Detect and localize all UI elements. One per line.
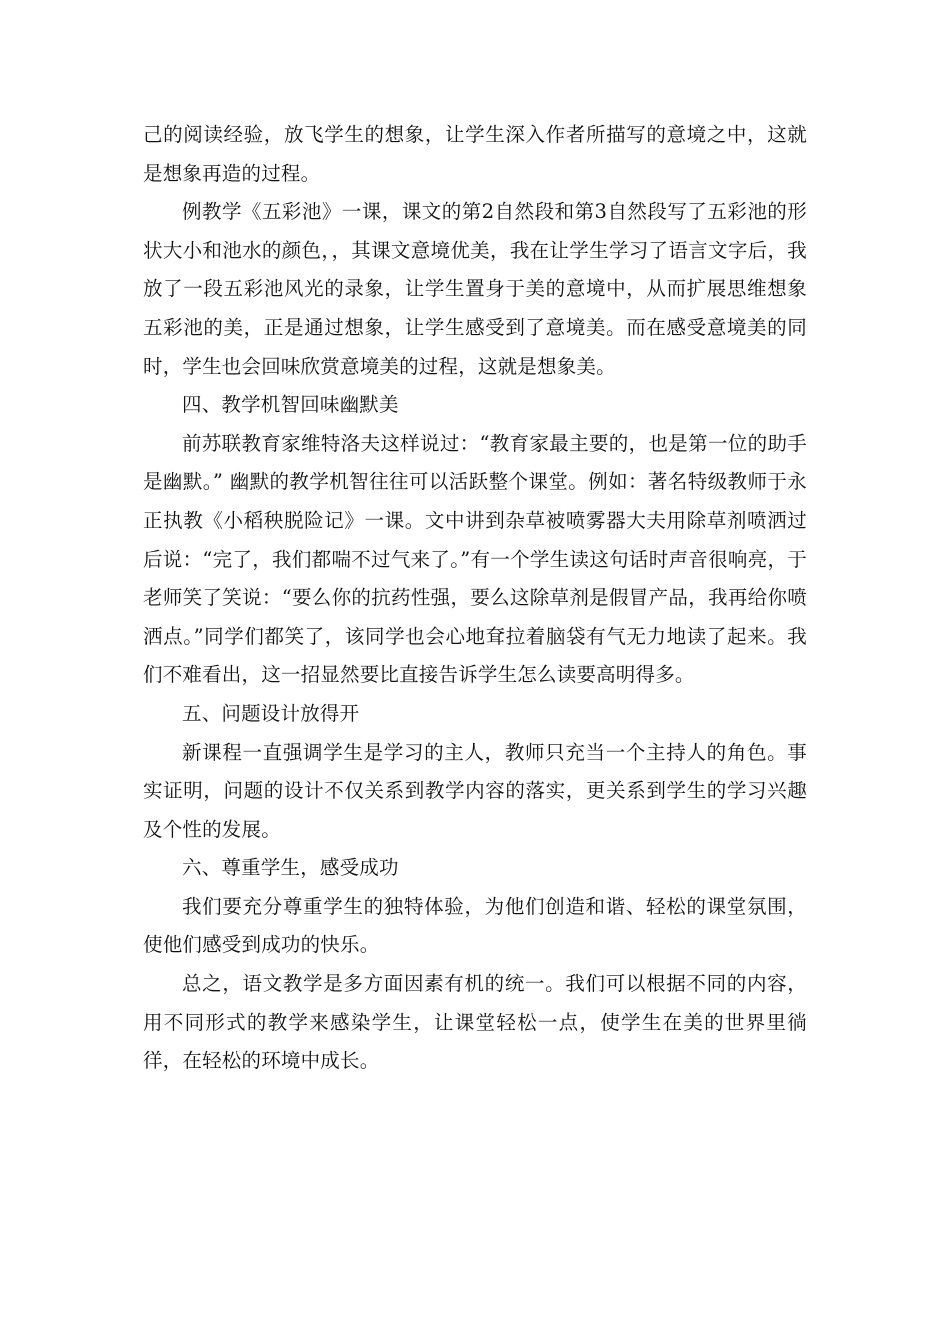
paragraph-wucaichi-example: 例教学《五彩池》一课，课文的第2自然段和第3自然段写了五彩池的形状大小和池水的颜色，，其课文意境优美，我在让学生学习了语言文字后，我放了一段五彩池风光的录象，让学生置身于美的意境中，从而扩展思维想象五彩池的美，正是通过想象，让学生感受到了意境美。而在感受意境美的同时，学生也会回味欣赏意境美的过程，这就是想象美。	[143, 200, 807, 378]
section-heading-five: 五、问题设计放得开	[182, 701, 360, 725]
paragraph-question-design: 新课程一直强调学生是学习的主人，教师只充当一个主持人的角色。事实证明，问题的设计不仅关系到教学内容的落实，更关系到学生的学习兴趣及个性的发展。	[143, 740, 807, 841]
section-heading-four: 四、教学机智回味幽默美	[182, 393, 399, 417]
paragraph-continuation: 己的阅读经验，放飞学生的想象，让学生深入作者所描写的意境之中，这就是想象再造的过程。	[143, 123, 807, 185]
paragraph-conclusion: 总之，语文教学是多方面因素有机的统一。我们可以根据不同的内容，用不同形式的教学来感染学生，让课堂轻松一点，使学生在美的世界里徜徉，在轻松的环境中成长。	[143, 972, 807, 1073]
paragraph-humor-example: 前苏联教育家维特洛夫这样说过：“教育家最主要的，也是第一位的助手是幽默。” 幽默的教学机智往往可以活跃整个课堂。例如：著名特级教师于永正执教《小稻秧脱险记》一课。文中讲到杂草被喷雾器大夫用除草剂喷洒过后说：“完了，我们都喘不过气来了。”有一个学生读这句话时声音很响亮，于老师笑了笑说：“要么你的抗药性强，要么这除草剂是假冒产品，我再给你喷洒点。”同学们都笑了，该同学也会心地耷拉着脑袋有气无力地读了起来。我们不难看出，这一招显然要比直接告诉学生怎么读要高明得多。	[143, 431, 807, 687]
section-heading-six: 六、尊重学生，感受成功	[182, 856, 399, 880]
paragraph-respect-students: 我们要充分尊重学生的独特体验，为他们创造和谐、轻松的课堂氛围，使他们感受到成功的快乐。	[143, 894, 807, 957]
document-body	[143, 116, 807, 1081]
